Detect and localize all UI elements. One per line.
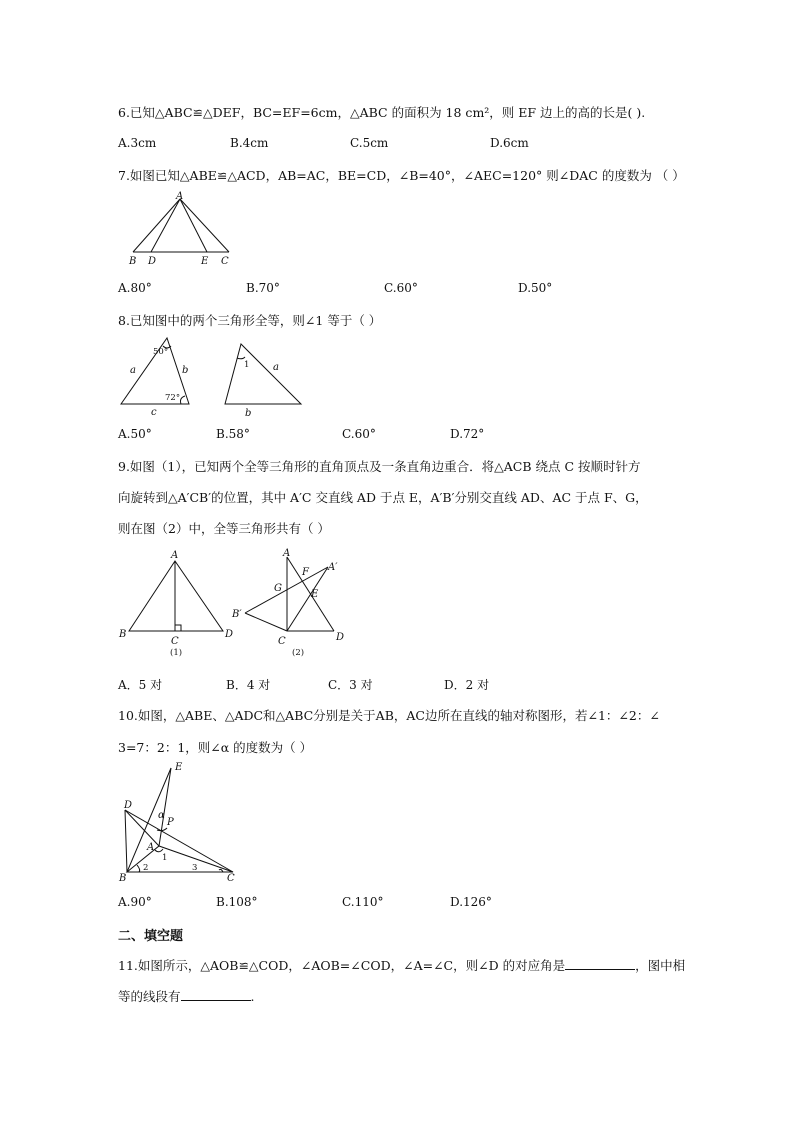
section-title-fill-in: 二、填空题 bbox=[118, 929, 184, 944]
q10-option-c[interactable]: C.110° bbox=[342, 895, 384, 909]
q7-option-b[interactable]: B.70° bbox=[246, 281, 280, 295]
q11-line1 bbox=[118, 956, 685, 974]
q8-fig1-side-b: b bbox=[182, 365, 189, 376]
q9-figure-2 bbox=[228, 545, 358, 663]
q9-figure-1 bbox=[115, 545, 245, 663]
q6-option-b[interactable]: B.4cm bbox=[230, 136, 269, 150]
q9-option-d[interactable]: D．2 对 bbox=[444, 678, 490, 692]
q9-fig2-label-e: E bbox=[311, 589, 319, 600]
q9-fig1-label-d: D bbox=[225, 629, 234, 640]
q10-label-d: D bbox=[124, 800, 133, 811]
q8-angle-72: 72° bbox=[165, 393, 181, 403]
q8-angle-1: 1 bbox=[244, 360, 250, 370]
q7-label-b: B bbox=[129, 256, 137, 267]
q10-option-d[interactable]: D.126° bbox=[450, 895, 492, 909]
q9-fig1-label-b: B bbox=[119, 629, 127, 640]
q10-figure bbox=[115, 758, 245, 886]
q6-option-d[interactable]: D.6cm bbox=[490, 136, 529, 150]
q8-angle-50: 50° bbox=[153, 347, 169, 357]
q10-label-3: 3 bbox=[192, 863, 198, 873]
q10-label-b: B bbox=[119, 873, 127, 884]
q8-fig1-side-a: a bbox=[130, 365, 136, 376]
q9-fig2-label-g: G bbox=[274, 583, 282, 594]
q6-option-a[interactable]: A.3cm bbox=[118, 136, 157, 150]
q10-label-c: C bbox=[227, 873, 235, 884]
q7-label-d: D bbox=[148, 256, 157, 267]
q9-fig1-caption: (1) bbox=[170, 648, 183, 658]
q8-option-b[interactable]: B.58° bbox=[216, 427, 250, 441]
q11-blank-2[interactable] bbox=[181, 989, 251, 1001]
q7-figure bbox=[125, 190, 240, 268]
q8-option-d[interactable]: D.72° bbox=[450, 427, 485, 441]
q9-fig2-label-a-prime: A′ bbox=[328, 562, 338, 573]
q9-fig1-label-a: A bbox=[171, 550, 179, 561]
q11-text-part2: ，图中相 bbox=[635, 958, 686, 973]
q9-fig2-label-b-prime: B′ bbox=[232, 609, 242, 620]
q9-text-line1: 9.如图（1），已知两个全等三角形的直角顶点及一条直角边重合．将△ACB 绕点 C 按顺时针方 bbox=[118, 459, 641, 474]
q10-option-b[interactable]: B.108° bbox=[216, 895, 258, 909]
q9-fig2-label-c: C bbox=[278, 636, 286, 647]
q10-label-alpha: α bbox=[158, 810, 165, 821]
q11-text-line2b: . bbox=[250, 989, 255, 1004]
q10-label-e: E bbox=[175, 762, 183, 773]
q9-option-c[interactable]: C．3 对 bbox=[328, 678, 373, 692]
q9-option-a[interactable]: A．5 对 bbox=[118, 678, 163, 692]
q10-option-a[interactable]: A.90° bbox=[118, 895, 152, 909]
q8-option-a[interactable]: A.50° bbox=[118, 427, 152, 441]
q9-option-b[interactable]: B．4 对 bbox=[226, 678, 271, 692]
q8-text: 8.已知图中的两个三角形全等，则∠1 等于（ ） bbox=[118, 313, 382, 328]
q9-fig2-caption: (2) bbox=[292, 648, 305, 658]
q9-text-line3: 则在图（2）中，全等三角形共有（ ） bbox=[118, 521, 330, 536]
q7-option-a[interactable]: A.80° bbox=[118, 281, 152, 295]
q9-fig2-label-d: D bbox=[336, 632, 345, 643]
q8-fig2-side-b: b bbox=[245, 408, 252, 418]
q8-fig2-side-a: a bbox=[273, 362, 279, 373]
q8-fig1-side-c: c bbox=[151, 407, 157, 418]
q7-option-d[interactable]: D.50° bbox=[518, 281, 553, 295]
q6-option-c[interactable]: C.5cm bbox=[350, 136, 389, 150]
q9-fig2-label-a: A bbox=[283, 548, 291, 559]
q11-text-part1: 11.如图所示，△AOB≌△COD，∠AOB=∠COD，∠A=∠C，则∠D 的对应角是 bbox=[118, 958, 566, 973]
q10-label-2: 2 bbox=[143, 863, 149, 873]
q7-label-e: E bbox=[201, 256, 209, 267]
q10-label-a: A bbox=[147, 842, 155, 853]
q8-option-c[interactable]: C.60° bbox=[342, 427, 376, 441]
q11-blank-1[interactable] bbox=[565, 958, 635, 970]
q6-text: 6.已知△ABC≌△DEF，BC=EF=6cm，△ABC 的面积为 18 cm²，则 EF 边上的高的长是( ). bbox=[118, 105, 646, 120]
q10-text-line2: 3=7：2：1，则∠α 的度数为（ ） bbox=[118, 740, 313, 755]
q7-label-a: A bbox=[176, 191, 184, 202]
q9-fig2-label-f: F bbox=[302, 567, 309, 578]
q7-option-c[interactable]: C.60° bbox=[384, 281, 418, 295]
q7-text: 7.如图已知△ABE≌△ACD，AB=AC，BE=CD，∠B=40°，∠AEC=120° 则∠DAC 的度数为 （ ） bbox=[118, 168, 685, 183]
q11-line2 bbox=[118, 987, 255, 1005]
q9-fig1-label-c: C bbox=[171, 636, 179, 647]
q7-label-c: C bbox=[221, 256, 229, 267]
q10-label-1: 1 bbox=[162, 853, 168, 863]
q10-label-p: P bbox=[167, 817, 174, 828]
q8-figure bbox=[115, 330, 315, 418]
q9-text-line2: 向旋转到△A′CB′的位置，其中 A′C 交直线 AD 于点 E，A′B′分别交直线 AD、AC 于点 F、G， bbox=[118, 490, 648, 505]
q10-text-line1: 10.如图，△ABE、△ADC和△ABC分别是关于AB，AC边所在直线的轴对称图形，若∠1：∠2：∠ bbox=[118, 708, 660, 723]
q11-text-line2a: 等的线段有 bbox=[118, 989, 181, 1004]
